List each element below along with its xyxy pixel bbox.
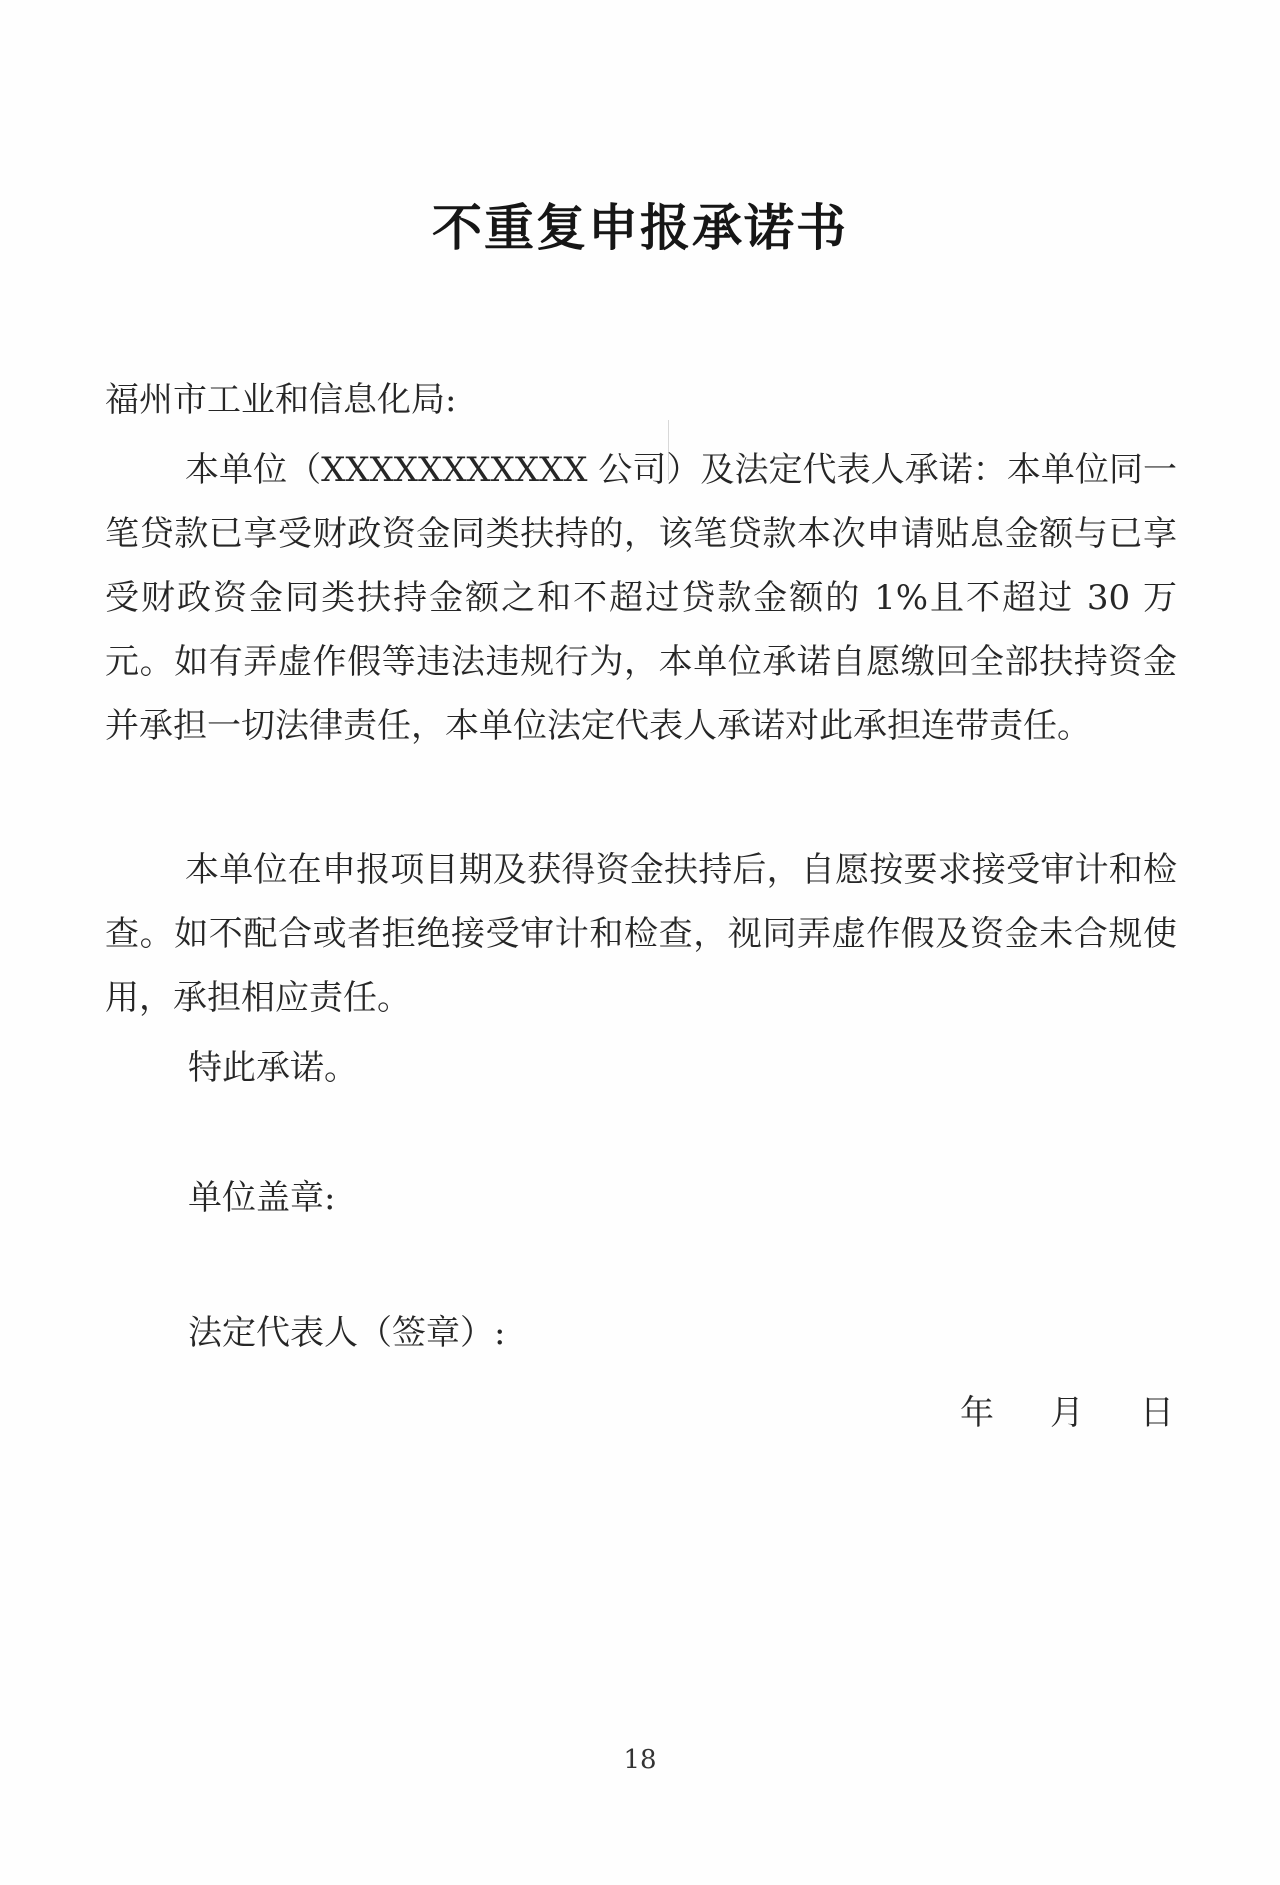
date-line xyxy=(960,1385,1180,1434)
legal-representative-label: 法定代表人（签章）: xyxy=(188,1313,506,1353)
date-month-label: 月 xyxy=(1050,1393,1084,1433)
salutation: 福州市工业和信息化局: xyxy=(105,380,457,420)
page-number: 18 xyxy=(623,1745,657,1775)
date-year-label: 年 xyxy=(960,1393,994,1433)
document-title: 不重复申报承诺书 xyxy=(432,198,848,257)
commitment-paragraph-2: 本单位在申报项目期及获得资金扶持后，自愿按要求接受审计和检查。如不配合或者拒绝接受审计和检查，视同弄虚作假及资金未合规使用，承担相应责任。 xyxy=(105,850,1177,1018)
seal-label: 单位盖章: xyxy=(188,1178,336,1218)
date-day-label: 日 xyxy=(1140,1393,1174,1433)
commitment-paragraph-1: 本单位（XXXXXXXXXXX 公司）及法定代表人承诺：本单位同一笔贷款已享受财政资金同类扶持的，该笔贷款本次申请贴息金额与已享受财政资金同类扶持金额之和不超过贷款金额的 1%且不超过 30 万元。如有弄虚作假等违法违规行为，本单位承诺自愿缴回全部扶持资金并承担一切法律责任，本单位法定代表人承诺对此承担连带责任。 xyxy=(105,450,1177,746)
closing-statement: 特此承诺。 xyxy=(188,1048,358,1088)
